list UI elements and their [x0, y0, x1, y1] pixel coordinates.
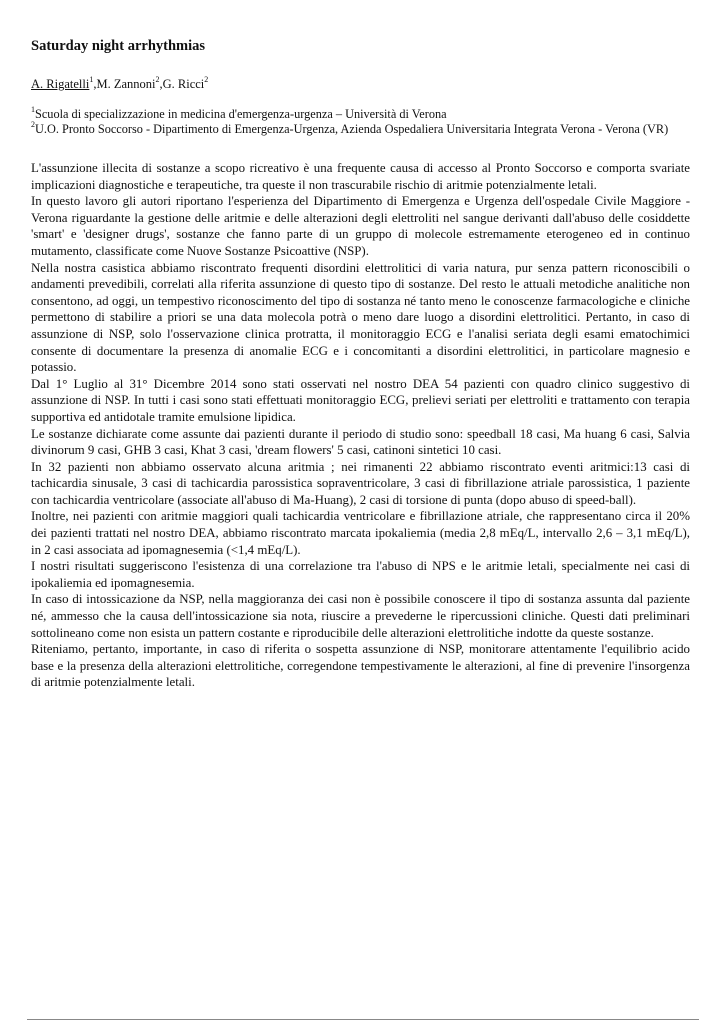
- body-paragraph: In questo lavoro gli autori riportano l'esperienza del Dipartimento di Emergenza e Urgenza dell'ospedale Civile Maggiore - Verona riguardante la gestione delle aritmie e delle alterazioni degli elettroliti nel sangue derivanti dall'abuso delle cosiddette 'smart' e 'designer drugs', sostanze che fanno parte di un gruppo di molecole estremamente eterogeneo ed in continuo mutamento, classificate come Nuove Sostanze Psicoattive (NSP).: [31, 194, 690, 258]
- body-paragraph: L'assunzione illecita di sostanze a scopo ricreativo è una frequente causa di accesso al Pronto Soccorso e comporta svariate implicazioni diagnostiche e terapeutiche, tra queste il non trascurabile rischio di aritmie potenzialmente letali.: [31, 161, 690, 192]
- affiliation-text: U.O. Pronto Soccorso - Dipartimento di Emergenza-Urgenza, Azienda Ospedaliera Universitaria Integrata Verona - Verona (VR): [35, 122, 669, 136]
- affiliation-line: [31, 119, 669, 137]
- affiliation-number: 1: [31, 104, 35, 114]
- abstract-body: [31, 160, 690, 691]
- author-affiliation-number: 2: [204, 74, 209, 84]
- author-separator: ,: [159, 77, 163, 91]
- author-name: G. Ricci: [162, 77, 205, 91]
- author-list: [31, 74, 209, 92]
- author-name: A. Rigatelli: [31, 77, 90, 91]
- body-paragraph: Dal 1° Luglio al 31° Dicembre 2014 sono stati osservati nel nostro DEA 54 pazienti con quadro clinico suggestivo di assunzione di NSP. In tutti i casi sono stati effettuati monitoraggio ECG, prelievi seriati per elettroliti e trattamento con terapia supportiva ed antidotale tramite emulsione lipidica.: [31, 376, 690, 424]
- author-affiliation-number: 1: [89, 74, 94, 84]
- author-affiliation-number: 2: [155, 74, 160, 84]
- body-paragraph: Le sostanze dichiarate come assunte dai pazienti durante il periodo di studio sono: speedball 18 casi, Ma huang 6 casi, Salvia divinorum 9 casi, GHB 3 casi, Khat 3 casi, 'dream flowers' 5 casi, catinoni sintetici 10 casi.: [31, 426, 690, 458]
- body-paragraph: Nella nostra casistica abbiamo riscontrato frequenti disordini elettrolitici di varia natura, pur senza pattern riconoscibili o andamenti prevedibili, correlati alla riferita assunzione di questo tipo di sostanze. Del resto le attuali metodiche analitiche non consentono, ad oggi, un tempestivo riconoscimento del tipo di sostanza né tanto meno le conoscenze farmacologiche e cliniche permettono di stabilire a priori se una data molecola potrà o meno dare luogo a disordini elettrolitici. Pertanto, in caso di assunzione di NSP, solo l'osservazione clinica protratta, il monitoraggio ECG e l'analisi seriata degli esami ematochimici consente di documentare la presenza di anomalie ECG e i concomitanti a disordini elettrolitici, in particolare magnesio e potassio.: [31, 260, 690, 375]
- body-paragraph: In caso di intossicazione da NSP, nella maggioranza dei casi non è possibile conoscere il tipo di sostanza assunta dal paziente né, ammesso che la causa dell'intossicazione sia nota, riuscire a prevederne le ripercussioni cliniche. Questi dati preliminari sottolineano come non esista un pattern costante e riproducibile delle alterazioni elettrolitiche indotte da queste sostanze.: [31, 592, 690, 640]
- body-paragraph: Inoltre, nei pazienti con aritmie maggiori quali tachicardia ventricolare e fibrillazione atriale, che rappresentano circa il 20% dei pazienti trattati nel nostro DEA, abbiamo riscontrato marcata ipokaliemia (media 2,8 mEq/L, intervallo 2,6 – 3,1 mEq/L), in 2 casi associata ad ipomagnesemia (<1,4 mEq/L).: [31, 509, 690, 557]
- affiliation-line: [31, 104, 668, 122]
- footer-divider: [27, 1019, 699, 1020]
- body-paragraph: I nostri risultati suggeriscono l'esistenza di una correlazione tra l'abuso di NPS e le aritmie letali, specialmente nei casi di ipokaliemia ed ipomagnesemia.: [31, 559, 690, 590]
- author-name: M. Zannoni: [96, 77, 156, 91]
- affiliation-text: Scuola di specializzazione in medicina d'emergenza-urgenza – Università di Verona: [35, 107, 447, 121]
- body-paragraph: In 32 pazienti non abbiamo osservato alcuna aritmia ; nei rimanenti 22 abbiamo riscontrato eventi aritmici:13 casi di tachicardia sinusale, 3 casi di tachicardia parossistica sopraventricolare, 3 casi di fibrillazione atriale parossistica, 1 paziente con tachicardia ventricolare (associate all'abuso di Ma-Huang), 2 casi di torsione di punta (dopo abuso di speed-ball).: [31, 459, 690, 507]
- author-separator: ,: [93, 77, 97, 91]
- body-paragraph: Riteniamo, pertanto, importante, in caso di riferita o sospetta assunzione di NSP, monitorare attentamente l'equilibrio acido base e la presenza della alterazioni elettrolitiche, corregendone tempestivamente le alterazioni, al fine di prevenire l'insorgenza di aritmie potenzialmente letali.: [31, 642, 690, 690]
- affiliation-number: 2: [31, 119, 35, 129]
- document-title: Saturday night arrhythmias: [31, 38, 206, 54]
- affiliation-list: [31, 104, 669, 137]
